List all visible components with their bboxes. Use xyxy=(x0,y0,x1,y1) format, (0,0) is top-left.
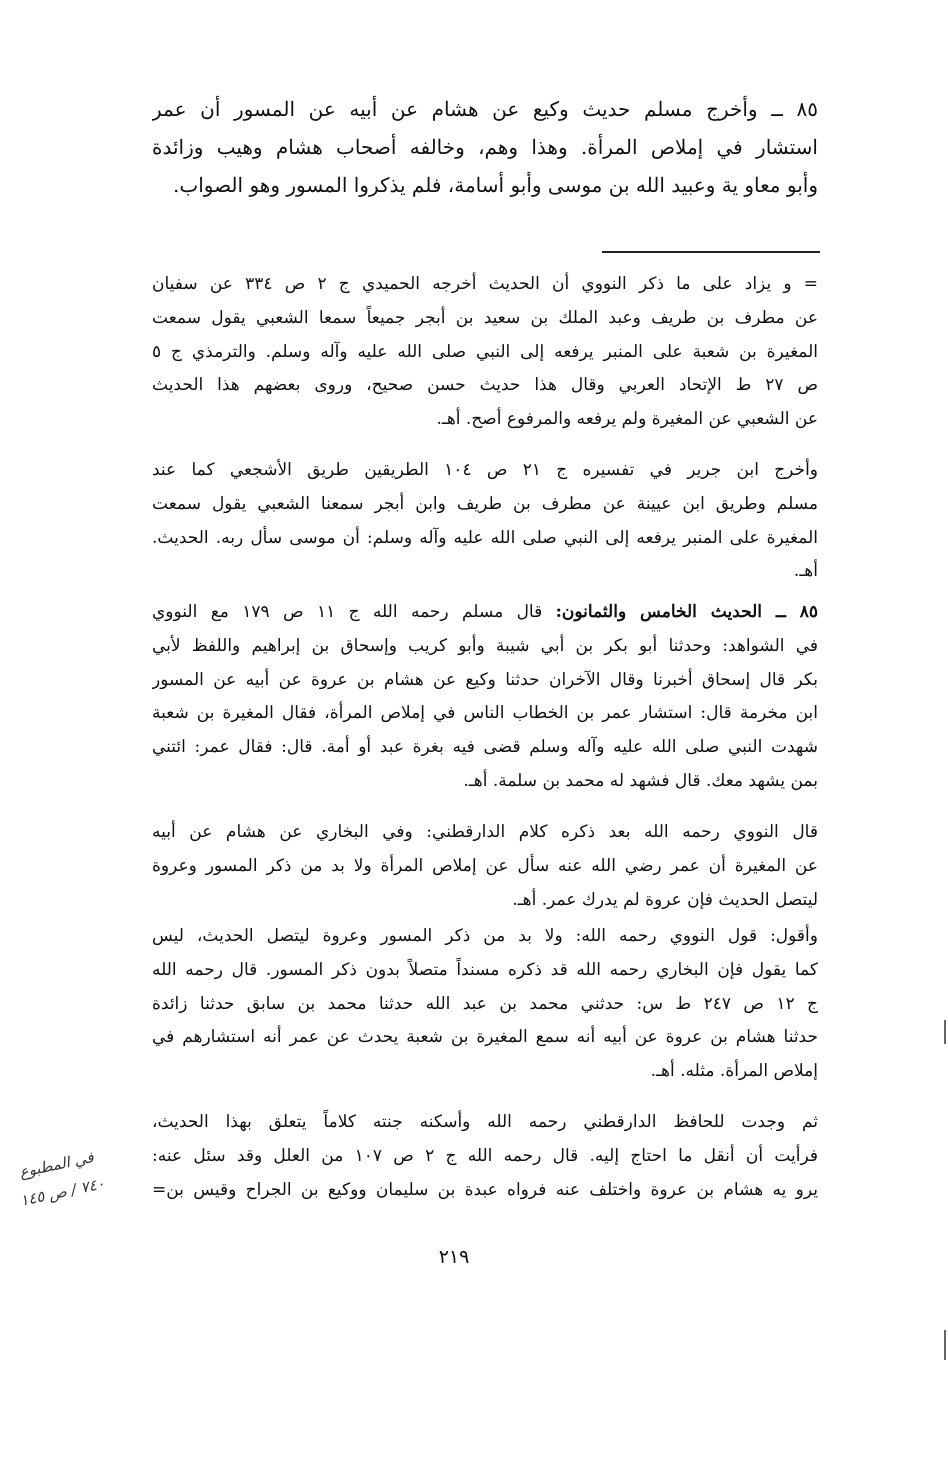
footnote-line: ابن مخرمة قال: استشار عمر بن الخطاب الناس في إملاص المرأة، فقال المغيرة بن شعبة xyxy=(152,703,818,724)
footnote-line: = و يزاد على ما ذكر النووي أن الحديث أخرجه الحميدي ج ٢ ص ٣٣٤ عن سفيان xyxy=(152,274,818,294)
footnote-line: وأقول: قول النووي رحمه الله: ولا بد من ذكر المسور وعروة ليتصل الحديث، ليس xyxy=(152,926,818,946)
footnote-paragraph-6 xyxy=(152,1106,818,1207)
hadith-heading: ٨٥ ــ الحديث الخامس والثمانون: xyxy=(555,602,818,622)
scan-edge-mark xyxy=(944,1020,946,1044)
footnote-line: ثم وجدت للحافظ الدارقطني رحمه الله وأسكنه جنته كلاماً يتعلق بهذا الحديث، xyxy=(152,1112,818,1132)
main-entry xyxy=(152,90,818,204)
footnote-line: حدثنا هشام بن عروة عن أبيه أنه سمع المغيرة بن شعبة يحدث عن عمر أنه استشارهم في xyxy=(152,1027,818,1048)
main-entry-line: وأبو معاو ية وعبيد الله بن موسى وأبو أسامة، فلم يذكروا المسور وهو الصواب. xyxy=(173,173,818,197)
margin-note-line: ٧٤٠ / ص ١٤٥ xyxy=(18,1174,107,1210)
footnote-line: المغيرة على المنبر يرفعه إلى النبي صلى الله عليه وآله وسلم: أن موسى سأل ربه. الحديث. xyxy=(152,527,818,548)
footnote-line: عن مطرف بن طريف وعبد الملك بن سعيد بن أبجر جميعاً سمعا الشعبي يقول سمعت xyxy=(152,307,818,328)
footnote-line: كما يقول فإن البخاري رحمه الله قد ذكره مسنداً متصلاً بدون ذكر المسور. قال رحمه الله xyxy=(152,959,818,980)
footnote-line: يرو يه هشام بن عروة واختلف عنه فرواه عبدة بن سليمان ووكيع بن الجراح وقيس بن= xyxy=(152,1179,818,1200)
footnote-line: إملاص المرأة. مثله. أهـ. xyxy=(650,1061,818,1082)
footnote-line: شهدت النبي صلى الله عليه وآله وسلم قضى فيه بغرة عبد أو أمة. قال: فقال عمر: ائتني xyxy=(152,737,818,758)
main-entry-line: استشار في إملاص المرأة. وهذا وهم، وخالفه أصحاب هشام وهيب وزائدة xyxy=(152,135,818,159)
footnote-paragraph-5 xyxy=(152,920,818,1089)
footnote-line: مسلم وطريق ابن عيينة عن مطرف بن طريف وابن أبجر سمعنا الشعبي يقول سمعت xyxy=(152,493,818,514)
footnote-line: ج ١٢ ص ٢٤٧ ط س: حدثني محمد بن عبد الله حدثنا محمد بن سابق حدثنا زائدة xyxy=(152,993,818,1014)
scan-edge-mark xyxy=(944,1330,946,1360)
footnote-separator xyxy=(602,251,820,253)
footnote-paragraph-4 xyxy=(152,816,818,917)
footnote-line: في الشواهد: وحدثنا أبو بكر بن أبي شيبة وأبو كريب وإسحاق بن إبراهيم واللفظ لأبي xyxy=(152,635,818,656)
footnote-line: أهـ. xyxy=(793,561,818,582)
footnote-line: بكر قال إسحاق أخبرنا وقال الآخران حدثنا وكيع عن هشام بن عروة عن أبيه عن المسور xyxy=(152,669,818,690)
footnote-paragraph-1 xyxy=(152,268,818,437)
footnote-line: ليتصل الحديث فإن عروة لم يدرك عمر. أهـ. xyxy=(512,889,818,910)
margin-note-line: في المطبوع xyxy=(17,1148,96,1182)
footnote-line xyxy=(152,596,818,630)
footnote-paragraph-3 xyxy=(152,596,818,799)
footnote-line: عن المغيرة أن عمر رضي الله عنه سأل عن إملاص المرأة ولا بد من ذكر المسور وعروة xyxy=(152,855,818,876)
footnote-line: ص ٢٧ ط الإتحاد العربي وقال هذا حديث حسن صحيح، وروى بعضهم هذا الحديث xyxy=(152,375,818,396)
footnote-line: بمن يشهد معك. قال فشهد له محمد بن سلمة. أهـ. xyxy=(463,770,818,791)
footnote-line: المغيرة بن شعبة على المنبر يرفعه إلى النبي صلى الله عليه وآله وسلم. والترمذي ج ٥ xyxy=(152,341,818,362)
footnote-line: وأخرج ابن جرير في تفسيره ج ٢١ ص ١٠٤ الطريقين طريق الأشجعي كما عند xyxy=(152,460,818,480)
footnote-line: فرأيت أن أنقل ما احتاج إليه. قال رحمه الله ج ٢ ص ١٠٧ من العلل وقد سئل عنه: xyxy=(152,1145,818,1166)
main-entry-line: ٨٥ ــ وأخرج مسلم حديث وكيع عن هشام عن أبيه عن المسور أن عمر xyxy=(152,97,818,121)
footnote-line: قال النووي رحمه الله بعد ذكره كلام الدارقطني: وفي البخاري عن هشام عن أبيه xyxy=(152,822,818,842)
page-number: ٢١٩ xyxy=(438,1246,470,1268)
footnote-line: عن الشعبي عن المغيرة ولم يرفعه والمرفوع أصح. أهـ. xyxy=(436,409,818,430)
handwritten-margin-note xyxy=(0,1140,126,1251)
footnote-paragraph-2 xyxy=(152,454,818,589)
hadith-heading-rest: قال مسلم رحمه الله ج ١١ ص ١٧٩ مع النووي xyxy=(152,602,543,622)
